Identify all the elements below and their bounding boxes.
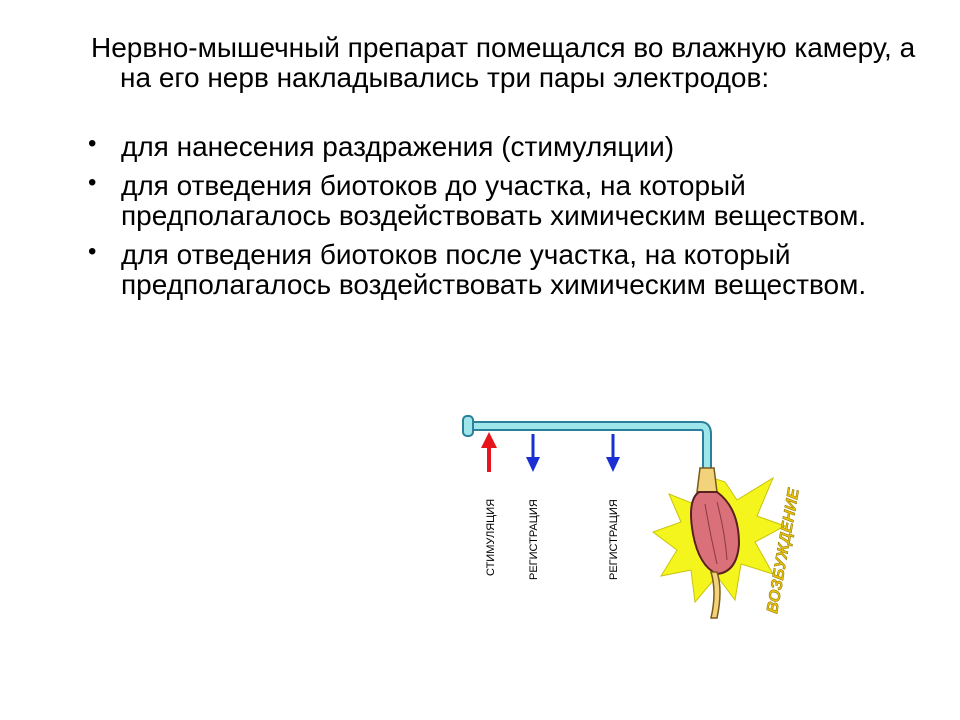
intro-text: Нервно-мышечный препарат помещался во влажную камеру, а на его нерв накладывались три пары электродов: [91, 32, 916, 93]
label-excitation: ВОЗБУЖДЕНИЕ [764, 487, 803, 615]
nerve-end-cap [463, 416, 473, 436]
registration-arrow-icon [606, 434, 620, 472]
bullet-icon: • [88, 238, 97, 265]
bullet-text: для отведения биотоков после участка, на который предполагалось воздействовать химическим веществом. [121, 239, 867, 300]
nerve-fiber [467, 426, 707, 476]
stimulation-arrow-icon [481, 432, 497, 472]
label-stimulation: СТИМУЛЯЦИЯ [485, 498, 497, 576]
bullet-icon: • [88, 169, 97, 196]
nerve-fiber-fill [467, 426, 707, 476]
bullet-item-stimulation [88, 132, 908, 162]
bullet-icon: • [88, 130, 97, 157]
bullet-list [88, 132, 908, 309]
registration-arrow-icon [526, 434, 540, 472]
label-registration-1: РЕГИСТРАЦИЯ [528, 499, 540, 580]
bullet-item-before-site [88, 171, 908, 231]
nerve-muscle-figure [455, 404, 803, 639]
nerve-muscle-diagram [455, 404, 803, 634]
bullet-text: для нанесения раздражения (стимуляции) [121, 131, 675, 162]
label-registration-2: РЕГИСТРАЦИЯ [608, 499, 620, 580]
bullet-text: для отведения биотоков до участка, на который предполагалось воздействовать химическим веществом. [121, 170, 867, 231]
bullet-item-after-site [88, 240, 908, 300]
